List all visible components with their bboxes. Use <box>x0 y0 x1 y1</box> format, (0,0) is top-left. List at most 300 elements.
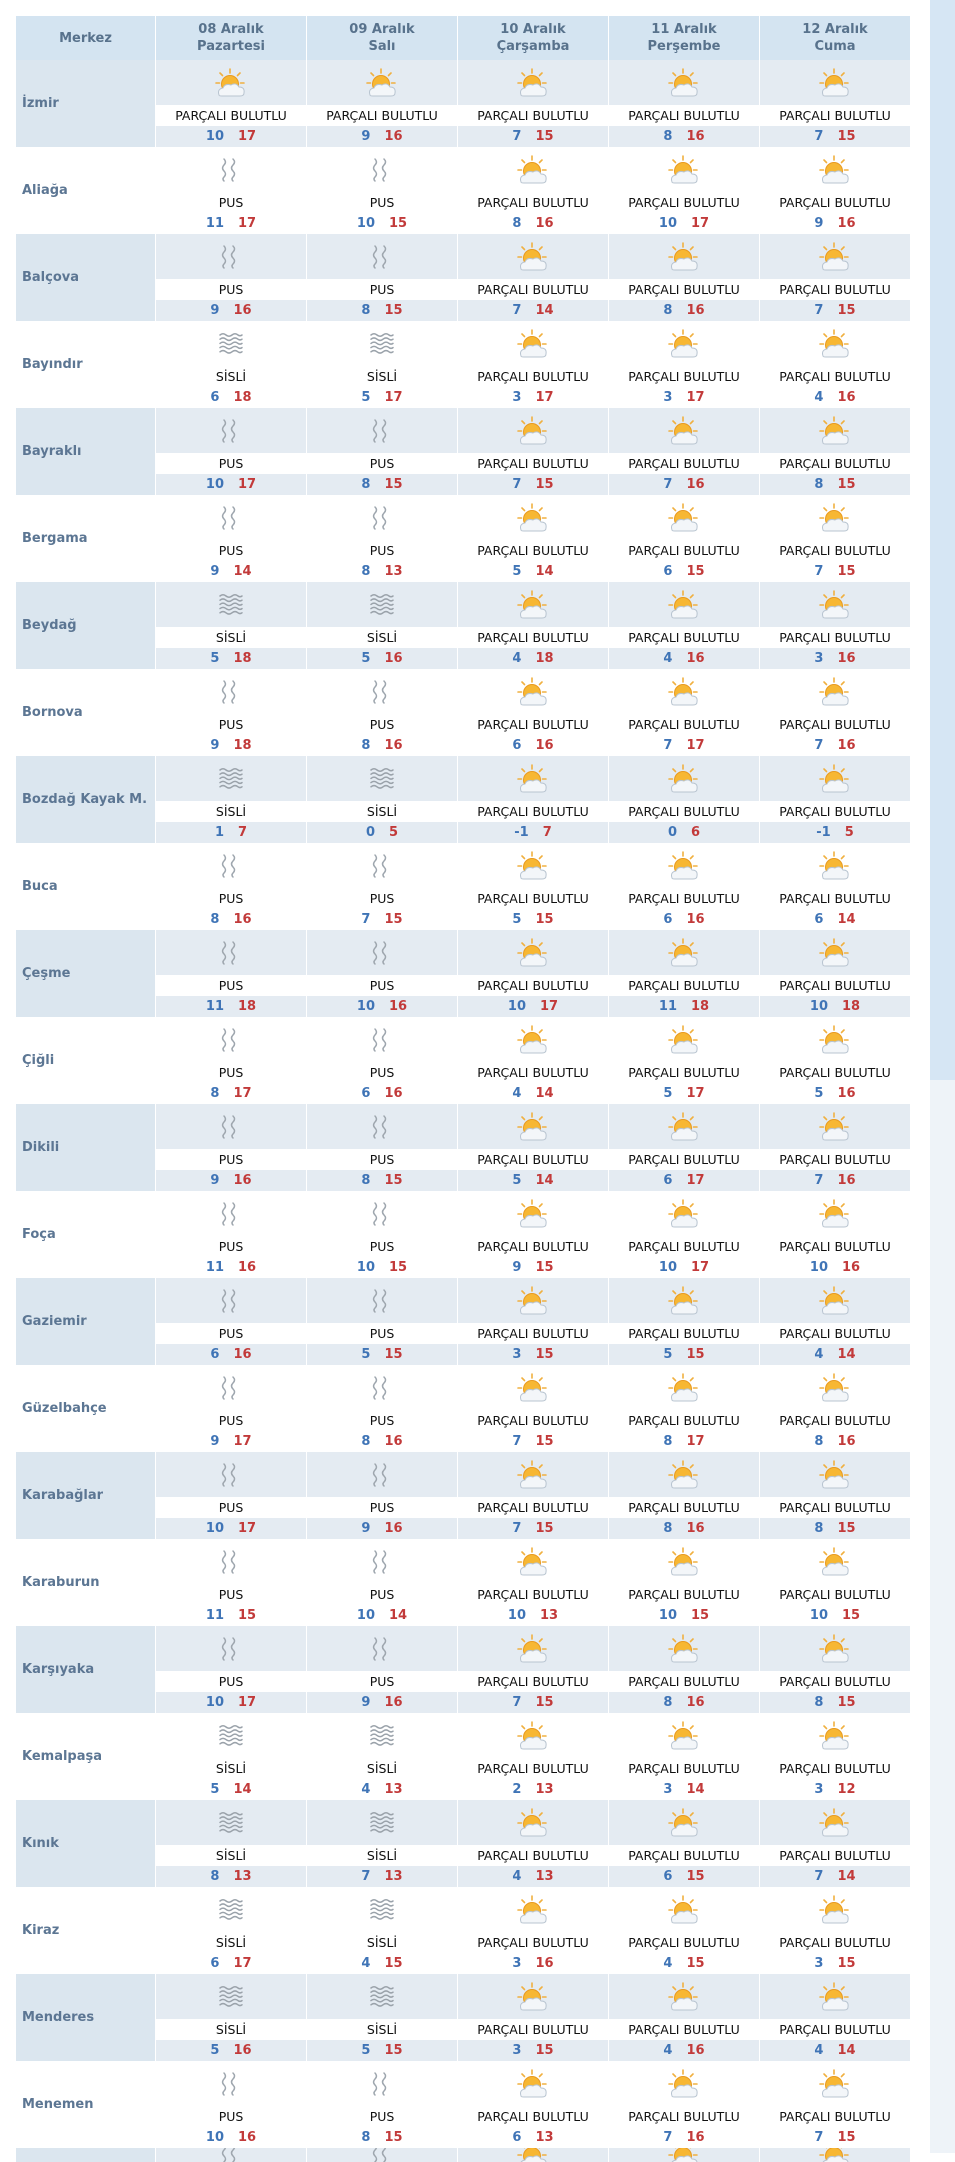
forecast-cell <box>609 756 760 843</box>
temperature-range <box>609 474 759 495</box>
condition-text: PARÇALI BULUTLU <box>760 540 910 561</box>
city-name: Aliağa <box>22 183 68 198</box>
min-temp: 4 <box>663 2043 673 2058</box>
forecast-cell <box>156 756 307 843</box>
header-weekday: Pazartesi <box>197 39 265 54</box>
temperature-range <box>156 1605 306 1626</box>
max-temp: 14 <box>233 564 252 579</box>
max-temp: 18 <box>691 999 710 1014</box>
min-temp: 5 <box>663 1347 673 1362</box>
city-name: Güzelbahçe <box>22 1401 107 1416</box>
forecast-cell <box>307 1104 458 1191</box>
max-temp: 16 <box>686 651 705 666</box>
max-temp: 16 <box>384 129 403 144</box>
max-temp: 18 <box>238 999 257 1014</box>
partly-cloudy-icon <box>760 843 910 888</box>
haze-icon <box>156 669 306 714</box>
min-temp: 8 <box>814 1434 824 1449</box>
temperature-range <box>307 909 457 930</box>
temperature-range <box>156 561 306 582</box>
forecast-cell <box>307 2148 458 2162</box>
condition-text: PARÇALI BULUTLU <box>458 1149 608 1170</box>
max-temp: 15 <box>384 1173 403 1188</box>
condition-text: PARÇALI BULUTLU <box>458 1323 608 1344</box>
max-temp: 17 <box>540 999 559 1014</box>
city-name-cell <box>16 60 156 147</box>
condition-text: PARÇALI BULUTLU <box>458 2019 608 2040</box>
min-temp: 10 <box>658 216 677 231</box>
condition-text: PARÇALI BULUTLU <box>458 1845 608 1866</box>
max-temp: 14 <box>535 1173 554 1188</box>
forecast-cell <box>458 756 609 843</box>
forecast-cell <box>760 495 911 582</box>
temperature-range <box>760 1692 910 1713</box>
max-temp: 16 <box>384 738 403 753</box>
forecast-cell <box>156 1452 307 1539</box>
temperature-range <box>156 996 306 1017</box>
min-temp: 10 <box>809 1608 828 1623</box>
header-merkez <box>16 16 156 60</box>
forecast-cell <box>760 1104 911 1191</box>
fog-icon <box>307 1887 457 1932</box>
temperature-range <box>156 909 306 930</box>
forecast-cell <box>458 1800 609 1887</box>
temperature-range <box>609 1257 759 1278</box>
haze-icon <box>307 843 457 888</box>
max-temp: 15 <box>686 564 705 579</box>
condition-text: PARÇALI BULUTLU <box>760 888 910 909</box>
condition-text: PARÇALI BULUTLU <box>760 1323 910 1344</box>
min-temp: 7 <box>512 303 522 318</box>
partly-cloudy-icon <box>760 2061 910 2106</box>
condition-text: PARÇALI BULUTLU <box>760 714 910 735</box>
partly-cloudy-icon <box>458 1017 608 1062</box>
forecast-cell <box>156 1626 307 1713</box>
city-name-cell <box>16 1191 156 1278</box>
temperature-range <box>760 1518 910 1539</box>
condition-text: PARÇALI BULUTLU <box>458 105 608 126</box>
partly-cloudy-icon <box>609 1539 759 1584</box>
condition-text: PUS <box>156 192 306 213</box>
condition-text: PARÇALI BULUTLU <box>760 1149 910 1170</box>
forecast-cell <box>458 1713 609 1800</box>
haze-icon <box>156 1626 306 1671</box>
forecast-cell <box>307 1539 458 1626</box>
min-temp: 10 <box>205 2130 224 2145</box>
haze-icon <box>307 2061 457 2106</box>
min-temp: 8 <box>210 1086 220 1101</box>
min-temp: 7 <box>663 477 673 492</box>
partly-cloudy-icon <box>458 1365 608 1410</box>
forecast-cell <box>760 1539 911 1626</box>
condition-text: PARÇALI BULUTLU <box>760 1845 910 1866</box>
partly-cloudy-icon <box>458 1191 608 1236</box>
min-temp: 3 <box>512 2043 522 2058</box>
min-temp: 7 <box>361 912 371 927</box>
city-row-bozdag-kayak-m <box>16 756 912 843</box>
city-name: Kiraz <box>22 1923 60 1938</box>
city-name-cell <box>16 147 156 234</box>
max-temp: 7 <box>542 825 552 840</box>
condition-text: SİSLİ <box>156 801 306 822</box>
city-name: Karşıyaka <box>22 1662 95 1677</box>
min-temp: 7 <box>814 2130 824 2145</box>
max-temp: 14 <box>535 564 554 579</box>
city-row-kinik <box>16 1800 912 1887</box>
header-day-4 <box>609 16 760 60</box>
forecast-cell <box>609 2148 760 2162</box>
max-temp: 15 <box>384 477 403 492</box>
page-side-bar <box>930 0 955 1080</box>
max-temp: 14 <box>686 1782 705 1797</box>
forecast-cell <box>156 60 307 147</box>
fog-icon <box>156 756 306 801</box>
forecast-cell <box>760 1365 911 1452</box>
temperature-range <box>307 822 457 843</box>
min-temp: 5 <box>361 390 371 405</box>
condition-text: PUS <box>156 888 306 909</box>
forecast-cell <box>760 582 911 669</box>
condition-text: PARÇALI BULUTLU <box>609 1062 759 1083</box>
temperature-range <box>609 1344 759 1365</box>
haze-icon <box>156 1452 306 1497</box>
min-temp: 3 <box>512 1956 522 1971</box>
temperature-range <box>609 1431 759 1452</box>
partly-cloudy-icon <box>458 1539 608 1584</box>
condition-text: PUS <box>156 1149 306 1170</box>
condition-text: PARÇALI BULUTLU <box>760 366 910 387</box>
max-temp: 15 <box>389 1260 408 1275</box>
haze-icon <box>156 234 306 279</box>
min-temp: -1 <box>816 825 831 840</box>
min-temp: 4 <box>361 1782 371 1797</box>
forecast-cell <box>458 669 609 756</box>
haze-icon <box>156 843 306 888</box>
min-temp: 9 <box>361 129 371 144</box>
temperature-range <box>156 126 306 147</box>
min-temp: 5 <box>512 564 522 579</box>
city-name: İzmir <box>22 96 59 111</box>
condition-text: PARÇALI BULUTLU <box>609 1497 759 1518</box>
min-temp: 6 <box>512 738 522 753</box>
condition-text: PARÇALI BULUTLU <box>760 975 910 996</box>
min-temp: 3 <box>512 1347 522 1362</box>
forecast-cell <box>609 1191 760 1278</box>
city-name: Balçova <box>22 270 80 285</box>
city-name-cell <box>16 2061 156 2148</box>
temperature-range <box>458 1170 608 1191</box>
min-temp: 6 <box>663 1869 673 1884</box>
condition-text: PUS <box>307 540 457 561</box>
max-temp: 17 <box>686 1173 705 1188</box>
min-temp: 10 <box>205 129 224 144</box>
min-temp: 7 <box>814 564 824 579</box>
partly-cloudy-icon <box>609 147 759 192</box>
temperature-range <box>307 1866 457 1887</box>
max-temp: 15 <box>837 1956 856 1971</box>
city-name-cell <box>16 408 156 495</box>
header-date: 10 Aralık <box>500 22 566 37</box>
min-temp: 5 <box>512 912 522 927</box>
header-day-3 <box>458 16 609 60</box>
min-temp: 8 <box>663 303 673 318</box>
partly-cloudy-icon <box>609 1017 759 1062</box>
forecast-cell <box>156 1365 307 1452</box>
partly-cloudy-icon <box>760 1365 910 1410</box>
forecast-cell <box>156 1017 307 1104</box>
max-temp: 15 <box>837 303 856 318</box>
condition-text: PUS <box>156 1584 306 1605</box>
condition-text: SİSLİ <box>307 1758 457 1779</box>
partly-cloudy-icon <box>760 1104 910 1149</box>
max-temp: 16 <box>686 2043 705 2058</box>
max-temp: 15 <box>691 1608 710 1623</box>
city-name: Bergama <box>22 531 88 546</box>
city-name-cell <box>16 1539 156 1626</box>
condition-text: SİSLİ <box>156 1845 306 1866</box>
min-temp: 10 <box>507 1608 526 1623</box>
partly-cloudy-icon <box>458 408 608 453</box>
min-temp: 8 <box>361 1434 371 1449</box>
condition-text: PARÇALI BULUTLU <box>760 2106 910 2127</box>
fog-icon <box>307 321 457 366</box>
min-temp: 2 <box>512 1782 522 1797</box>
forecast-cell <box>307 1800 458 1887</box>
forecast-cell <box>458 2148 609 2162</box>
min-temp: 7 <box>663 2130 673 2145</box>
condition-text: SİSLİ <box>307 366 457 387</box>
forecast-cell <box>760 843 911 930</box>
max-temp: 13 <box>384 564 403 579</box>
temperature-range <box>609 1170 759 1191</box>
temperature-range <box>760 1431 910 1452</box>
temperature-range <box>156 1344 306 1365</box>
forecast-cell <box>307 495 458 582</box>
temperature-range <box>458 735 608 756</box>
min-temp: 8 <box>361 2130 371 2145</box>
forecast-cell <box>307 1365 458 1452</box>
min-temp: 4 <box>512 651 522 666</box>
forecast-cell <box>156 1713 307 1800</box>
max-temp: 16 <box>686 1521 705 1536</box>
fog-icon <box>307 1713 457 1758</box>
max-temp: 16 <box>384 1086 403 1101</box>
city-name-cell <box>16 2148 156 2162</box>
min-temp: 11 <box>205 216 224 231</box>
condition-text: PARÇALI BULUTLU <box>760 105 910 126</box>
max-temp: 16 <box>384 651 403 666</box>
partly-cloudy-icon <box>760 60 910 105</box>
max-temp: 13 <box>535 1782 554 1797</box>
haze-icon <box>307 1452 457 1497</box>
max-temp: 16 <box>233 303 252 318</box>
condition-text: PARÇALI BULUTLU <box>609 279 759 300</box>
min-temp: 10 <box>658 1260 677 1275</box>
temperature-range <box>307 2040 457 2061</box>
temperature-range <box>760 1344 910 1365</box>
forecast-cell <box>609 1539 760 1626</box>
partly-cloudy-icon <box>609 1626 759 1671</box>
forecast-cell <box>156 669 307 756</box>
partly-cloudy-icon <box>760 756 910 801</box>
city-row-kiraz <box>16 1887 912 1974</box>
temperature-range <box>760 1953 910 1974</box>
temperature-range <box>609 387 759 408</box>
partly-cloudy-icon <box>609 1452 759 1497</box>
partly-cloudy-icon <box>609 1887 759 1932</box>
forecast-cell <box>156 321 307 408</box>
partly-cloudy-icon <box>760 582 910 627</box>
partly-cloudy-icon <box>760 1974 910 2019</box>
temperature-range <box>609 1953 759 1974</box>
forecast-cell <box>458 1452 609 1539</box>
max-temp: 15 <box>238 1608 257 1623</box>
forecast-cell <box>760 1452 911 1539</box>
partly-cloudy-icon <box>760 408 910 453</box>
min-temp: 6 <box>210 390 220 405</box>
condition-text: PARÇALI BULUTLU <box>458 1584 608 1605</box>
haze-icon <box>156 1017 306 1062</box>
condition-text: PARÇALI BULUTLU <box>156 105 306 126</box>
max-temp: 14 <box>535 1086 554 1101</box>
condition-text: PARÇALI BULUTLU <box>760 1410 910 1431</box>
partly-cloudy-icon <box>609 495 759 540</box>
partly-cloudy-icon <box>760 2148 910 2162</box>
city-name: Çeşme <box>22 966 71 981</box>
min-temp: 5 <box>814 1086 824 1101</box>
max-temp: 17 <box>233 1086 252 1101</box>
temperature-range <box>609 300 759 321</box>
condition-text: PUS <box>156 540 306 561</box>
min-temp: 8 <box>663 1695 673 1710</box>
forecast-cell <box>156 1104 307 1191</box>
partly-cloudy-icon <box>760 1539 910 1584</box>
temperature-range <box>609 1779 759 1800</box>
forecast-cell <box>156 234 307 321</box>
min-temp: 5 <box>210 2043 220 2058</box>
forecast-cell <box>156 2061 307 2148</box>
temperature-range <box>609 2127 759 2148</box>
city-row-guzelbahce <box>16 1365 912 1452</box>
city-row-izmir <box>16 60 912 147</box>
temperature-range <box>609 909 759 930</box>
min-temp: 8 <box>210 1869 220 1884</box>
forecast-cell <box>760 2148 911 2162</box>
city-row-balcova <box>16 234 912 321</box>
forecast-cell <box>458 1191 609 1278</box>
min-temp: 7 <box>512 1521 522 1536</box>
city-name-cell <box>16 234 156 321</box>
partly-cloudy-icon <box>760 1278 910 1323</box>
min-temp: 7 <box>512 1434 522 1449</box>
forecast-cell <box>609 669 760 756</box>
min-temp: 7 <box>814 129 824 144</box>
header-date: 12 Aralık <box>802 22 868 37</box>
partly-cloudy-icon <box>458 2148 608 2162</box>
condition-text: PARÇALI BULUTLU <box>609 888 759 909</box>
condition-text: PARÇALI BULUTLU <box>609 105 759 126</box>
condition-text: PARÇALI BULUTLU <box>609 1932 759 1953</box>
min-temp: 5 <box>361 1347 371 1362</box>
min-temp: 6 <box>663 912 673 927</box>
forecast-cell <box>156 582 307 669</box>
forecast-cell <box>307 1713 458 1800</box>
max-temp: 16 <box>837 1173 856 1188</box>
temperature-range <box>156 1692 306 1713</box>
forecast-cell <box>307 1626 458 1713</box>
city-name-cell <box>16 669 156 756</box>
partly-cloudy-icon <box>760 147 910 192</box>
forecast-cell <box>156 1539 307 1626</box>
partly-cloudy-icon <box>760 1713 910 1758</box>
partly-cloudy-icon <box>609 1278 759 1323</box>
temperature-range <box>156 300 306 321</box>
city-name-cell <box>16 1974 156 2061</box>
max-temp: 16 <box>384 1434 403 1449</box>
condition-text: PARÇALI BULUTLU <box>760 801 910 822</box>
partly-cloudy-icon <box>760 1800 910 1845</box>
min-temp: 4 <box>361 1956 371 1971</box>
temperature-range <box>307 126 457 147</box>
min-temp: 10 <box>809 999 828 1014</box>
condition-text: PARÇALI BULUTLU <box>609 1410 759 1431</box>
partly-cloudy-icon <box>458 582 608 627</box>
max-temp: 17 <box>535 390 554 405</box>
temperature-range <box>307 735 457 756</box>
temperature-range <box>307 1257 457 1278</box>
forecast-cell <box>760 2061 911 2148</box>
city-row-foca <box>16 1191 912 1278</box>
max-temp: 16 <box>233 1173 252 1188</box>
temperature-range <box>609 822 759 843</box>
forecast-cell <box>156 495 307 582</box>
min-temp: 6 <box>512 2130 522 2145</box>
city-name: Dikili <box>22 1140 60 1155</box>
temperature-range <box>760 300 910 321</box>
max-temp: 17 <box>233 1956 252 1971</box>
condition-text: PUS <box>156 1671 306 1692</box>
condition-text: SİSLİ <box>156 366 306 387</box>
condition-text: PUS <box>156 279 306 300</box>
temperature-range <box>458 387 608 408</box>
city-name-cell <box>16 1800 156 1887</box>
condition-text: PUS <box>307 1149 457 1170</box>
city-row-bornova <box>16 669 912 756</box>
partly-cloudy-icon <box>609 582 759 627</box>
temperature-range <box>760 1083 910 1104</box>
min-temp: 7 <box>814 738 824 753</box>
min-temp: 7 <box>663 738 673 753</box>
max-temp: 15 <box>384 1347 403 1362</box>
city-name: Karabağlar <box>22 1488 104 1503</box>
partly-cloudy-icon <box>609 2148 759 2162</box>
partly-cloudy-icon <box>458 669 608 714</box>
header-weekday: Perşembe <box>647 39 721 54</box>
condition-text: PUS <box>156 1410 306 1431</box>
city-name-cell <box>16 843 156 930</box>
partly-cloudy-icon <box>307 60 457 105</box>
city-name: Çiğli <box>22 1053 55 1068</box>
haze-icon <box>307 1104 457 1149</box>
min-temp: 0 <box>365 825 375 840</box>
partly-cloudy-icon <box>609 1365 759 1410</box>
partly-cloudy-icon <box>760 1452 910 1497</box>
haze-icon <box>156 1539 306 1584</box>
forecast-cell <box>458 60 609 147</box>
temperature-range <box>458 1692 608 1713</box>
temperature-range <box>760 2127 910 2148</box>
forecast-cell <box>156 1800 307 1887</box>
